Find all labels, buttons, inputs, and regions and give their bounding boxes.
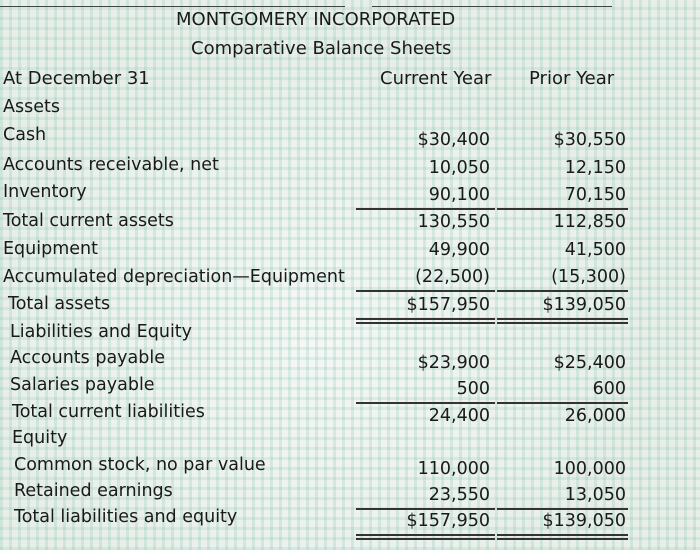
row-label-common-stock: Common stock, no par value [14,455,266,475]
double-underline-ta-prior-1 [497,318,628,320]
row-label-total-liabilities-equity: Total liabilities and equity [14,507,238,527]
ta-prior: $139,050 [542,295,626,315]
row-label-accumulated-depreciation: Accumulated depreciation—Equipment [3,267,345,287]
sp-current: 500 [456,379,490,399]
double-underline-tle-current-2 [356,538,495,540]
tcl-prior: 26,000 [564,406,626,426]
row-label-equipment: Equipment [3,239,98,259]
ar-current: 10,050 [428,158,490,178]
double-underline-tle-current-1 [356,534,495,536]
underline-inventory-prior [497,208,628,210]
double-underline-tle-prior-2 [497,538,628,540]
sp-prior: 600 [592,379,626,399]
statement-title: Comparative Balance Sheets [191,38,452,59]
accdep-prior: (15,300) [551,267,626,287]
accdep-current: (22,500) [415,267,490,287]
double-underline-ta-current-1 [356,318,495,320]
underline-accdep-current [356,290,495,292]
ta-current: $157,950 [406,295,490,315]
row-label-total-current-assets: Total current assets [3,211,174,231]
underline-sp-prior [497,402,628,404]
row-label-ar: Accounts receivable, net [3,155,219,175]
double-underline-ta-current-2 [356,322,495,324]
equipment-current: 49,900 [428,240,490,260]
re-current: 23,550 [428,485,490,505]
inventory-current: 90,100 [428,185,490,205]
row-label-accounts-payable: Accounts payable [10,348,165,368]
cash-prior: $30,550 [553,130,626,150]
cs-prior: 100,000 [553,459,626,479]
top-rule [0,6,345,7]
ap-prior: $25,400 [553,353,626,373]
tca-current: 130,550 [417,212,490,232]
tle-prior: $139,050 [542,511,626,531]
tle-current: $157,950 [406,511,490,531]
ap-current: $23,900 [417,353,490,373]
underline-accdep-prior [497,290,628,292]
row-label-salaries-payable: Salaries payable [10,375,155,395]
column-header-prior: Prior Year [529,68,615,89]
top-rule-right [372,6,612,7]
underline-sp-current [356,402,495,404]
row-label-inventory: Inventory [3,182,87,202]
row-label-total-current-liabilities: Total current liabilities [12,402,205,422]
tcl-current: 24,400 [428,406,490,426]
section-assets: Assets [3,97,60,117]
section-equity: Equity [12,428,68,448]
section-liabilities-equity: Liabilities and Equity [10,322,193,342]
date-label: At December 31 [3,68,150,89]
cs-current: 110,000 [417,459,490,479]
double-underline-tle-prior-1 [497,534,628,536]
ar-prior: 12,150 [564,158,626,178]
tca-prior: 112,850 [553,212,626,232]
row-label-retained-earnings: Retained earnings [14,481,173,501]
inventory-prior: 70,150 [564,185,626,205]
re-prior: 13,050 [564,485,626,505]
cash-current: $30,400 [417,130,490,150]
column-header-current: Current Year [380,68,492,89]
company-name: MONTGOMERY INCORPORATED [176,9,456,30]
row-label-cash: Cash [3,125,47,145]
underline-inventory-current [356,208,495,210]
row-label-total-assets: Total assets [8,294,111,314]
double-underline-ta-prior-2 [497,322,628,324]
equipment-prior: 41,500 [564,240,626,260]
